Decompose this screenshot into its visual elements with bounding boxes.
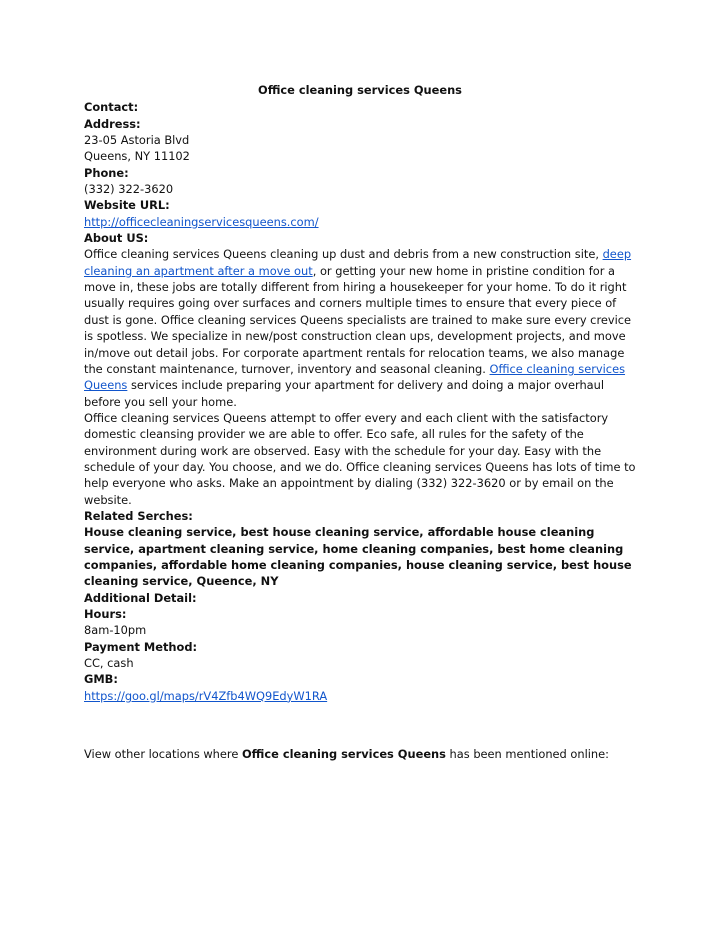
website-link[interactable]: http://officecleaningservicesqueens.com/ [84,214,319,229]
hours-value: 8am-10pm [84,623,147,638]
deep-cleaning-link[interactable]: deep cleaning an apartment after a move out [84,247,632,278]
footer-text-before: View other locations where [84,747,242,762]
additional-heading: Additional Detail: [84,590,197,605]
about-text-1a: Office cleaning services Queens cleaning up dust and debris from a new construction site, [84,247,603,262]
gmb-heading: GMB: [84,672,118,687]
spacer [84,704,636,746]
footer-line [84,746,636,762]
address-line-2: Queens, NY 11102 [84,149,190,164]
page-title: Office cleaning services Queens [258,83,462,97]
about-heading: About US: [84,231,149,246]
address-line-1: 23-05 Astoria Blvd [84,133,190,148]
payment-value: CC, cash [84,656,134,671]
about-text-1c: services include preparing your apartment for delivery and doing a major overhaul before you sell your home. [84,378,605,409]
website-heading: Website URL: [84,198,170,213]
phone-value: (332) 322-3620 [84,182,174,197]
contact-heading: Contact: [84,100,139,115]
payment-heading: Payment Method: [84,639,198,654]
document-page [84,82,636,762]
hours-heading: Hours: [84,607,127,621]
about-paragraph-2: Office cleaning services Queens attempt to offer every and each client with the satisfactory domestic cleansing provider we are able to offer. Eco safe, all rules for the safety of the environment during work are observed. Easy with the schedule for your day. Easy with the schedule of your day. You choose, and we do. Office cleaning services Queens has lots of time to help everyone who asks. Make an appointment by dialing (332) 322-3620 or by email on the website. [84,410,636,507]
footer-text-bold: Office cleaning services Queens [241,747,446,762]
about-text-1b: , or getting your new home in pristine condition for a move in, these jobs are totally different from hiring a housekeeper for your home. To do it right usually requires going over surfaces and corners multiple times to ensure that every piece of dust is gone. Office cleaning services Queens specialists are trained to make sure every crevice is spotless. We specialize in new/post construction clean ups, development projects, and move in/move out detail jobs. For corporate apartment rentals for relocation teams, we also manage the constant maintenance, turnover, inventory and seasonal cleaning. [84,263,632,376]
gmb-link[interactable]: https://goo.gl/maps/rV4Zfb4WQ9EdyW1RA [84,688,328,703]
related-heading: Related Serches: [84,508,193,523]
office-cleaning-link[interactable]: Office cleaning services Queens [84,361,626,393]
about-paragraph-1 [84,246,636,409]
phone-heading: Phone: [84,165,129,180]
related-searches: House cleaning service, best house cleaning service, affordable house cleaning service, apartment cleaning service, home cleaning companies, best home cleaning companies, affordable home cleaning companies, house cleaning service, best house cleaning service, Queence, NY [84,525,632,589]
address-heading: Address: [84,116,141,131]
footer-text-after: has been mentioned online: [445,747,609,762]
